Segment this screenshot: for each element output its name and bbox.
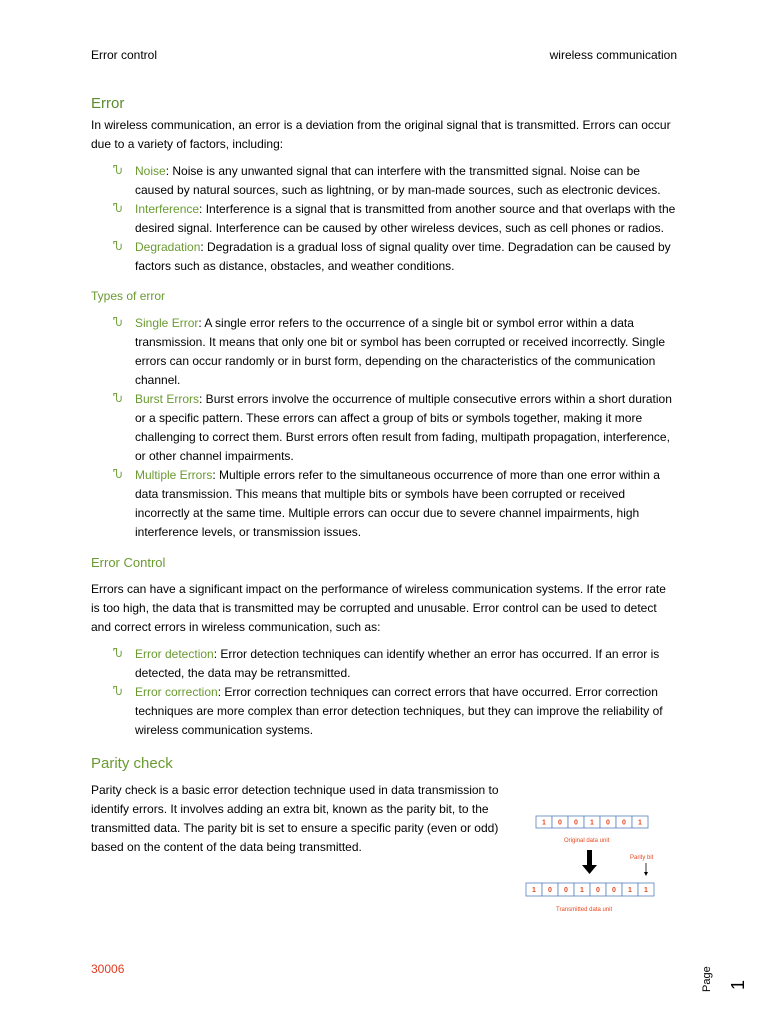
bit-value: 0: [596, 887, 600, 894]
list-text: : Interference is a signal that is transmitted from another source and that overlaps with the desired signal. Interference can be caused by other wireless devices, such as cell phones or radios.: [135, 202, 676, 235]
parity-text: Parity check is a basic error detection technique used in data transmission to identify errors. It involves adding an extra bit, known as the parity bit, to the transmitted data. The parity bit is set to ensure a specific parity (even or odd) based on the content of the data being transmitted.: [91, 783, 499, 854]
list-item: [113, 466, 677, 542]
bit-value: 1: [542, 819, 546, 827]
list-text: : Error detection techniques can identify whether an error has occurred. If an error is detected, the data may be retransmitted.: [135, 647, 660, 680]
list-text: : Noise is any unwanted signal that can interfere with the transmitted signal. Noise can be caused by natural sources, such as lightning, or by man-made sources, such as electronic devices.: [135, 164, 661, 197]
list-item: [113, 314, 677, 390]
list-term: Burst Errors: [135, 392, 200, 406]
page-label: Page: [701, 966, 713, 992]
list-item: [113, 683, 677, 740]
down-arrow-icon: [582, 850, 597, 874]
bit-value: 1: [638, 819, 642, 827]
list-text: : Burst errors involve the occurrence of multiple consecutive errors within a short duration or a specific pattern. These errors can affect a group of bits or symbols together, making it more challenging to correct them. Burst errors often result from fading, multipath propagation, interference, or other channel impairments.: [135, 392, 672, 463]
bit-value: 1: [532, 887, 536, 894]
section-title-control: Error Control: [91, 555, 166, 570]
bullet-icon: Ⴠ: [113, 393, 123, 405]
list-term: Multiple Errors: [135, 468, 213, 482]
list-term: Noise: [135, 164, 166, 178]
bullet-icon: Ⴠ: [113, 241, 123, 253]
section-title-types: Types of error: [91, 289, 166, 303]
bit-value: 1: [628, 887, 632, 894]
error-types-list: [91, 314, 677, 542]
original-data-label: Original data unit: [564, 838, 610, 844]
control-intro: Errors can have a significant impact on the performance of wireless communication systems. If the error rate is too high, the data that is transmitted may be corrupted and unusable. Error control can be used to detect and correct errors in wireless communication, such as:: [91, 582, 666, 634]
bullet-icon: Ⴠ: [113, 165, 123, 177]
list-text: : A single error refers to the occurrence of a single bit or symbol error within a data transmission. It means that only one bit or symbol has been corrupted or received incorrectly. Single errors can occur randomly or in burst form, depending on the characteristics of the communication channel.: [135, 316, 666, 387]
list-term: Single Error: [135, 316, 199, 330]
list-item: [113, 645, 677, 683]
parity-figure: [524, 812, 676, 916]
bit-value: 0: [558, 819, 562, 827]
bullet-icon: Ⴠ: [113, 469, 123, 481]
page-number: 1: [728, 979, 748, 990]
list-item: [113, 238, 677, 276]
list-term: Interference: [135, 202, 200, 216]
header-left: Error control: [91, 48, 158, 62]
section-title-error: Error: [91, 95, 125, 112]
transmitted-data-label: Transmitted data unit: [556, 907, 613, 913]
error-causes-list: [91, 162, 677, 276]
bit-value: 0: [622, 819, 626, 827]
bullet-icon: Ⴠ: [113, 317, 123, 329]
list-text: : Error correction techniques can correct errors that have occurred. Error correction techniques are more complex than error detection techniques, but they can improve the reliability of wireless communication systems.: [135, 685, 663, 737]
bit-value: 1: [590, 819, 594, 827]
bullet-icon: Ⴠ: [113, 686, 123, 698]
bit-value: 1: [644, 887, 648, 894]
transmitted-bits-row: [526, 883, 654, 896]
section-title-parity: Parity check: [91, 755, 173, 772]
original-bits-row: [536, 816, 648, 828]
list-term: Error correction: [135, 685, 218, 699]
list-text: : Multiple errors refer to the simultaneous occurrence of more than one error within a data transmission. This means that multiple bits or symbols have been corrupted or received incorrectly at the same time. Multiple errors can occur due to severe channel impairments, high interference levels, or transmission issues.: [135, 468, 660, 539]
bullet-icon: Ⴠ: [113, 203, 123, 215]
list-item: [113, 390, 677, 466]
error-control-list: [91, 645, 677, 740]
list-term: Degradation: [135, 240, 201, 254]
bit-value: 0: [574, 819, 578, 827]
list-item: [113, 200, 677, 238]
parity-arrow-icon: [644, 863, 648, 876]
list-item: [113, 162, 677, 200]
bit-value: 0: [564, 887, 568, 894]
bullet-icon: Ⴠ: [113, 648, 123, 660]
bit-value: 0: [612, 887, 616, 894]
parity-bit-label: Parity bit: [630, 855, 654, 861]
header-right: wireless communication: [549, 48, 677, 62]
list-term: Error detection: [135, 647, 214, 661]
bit-value: 0: [606, 819, 610, 827]
page-content: [91, 94, 677, 857]
footer-code: 30006: [91, 962, 125, 976]
bit-value: 1: [580, 887, 584, 894]
error-intro: In wireless communication, an error is a deviation from the original signal that is transmitted. Errors can occur due to a variety of factors, including:: [91, 118, 671, 151]
bit-value: 0: [548, 887, 552, 894]
list-text: : Degradation is a gradual loss of signal quality over time. Degradation can be caused by factors such as distance, obstacles, and weather conditions.: [135, 240, 671, 273]
